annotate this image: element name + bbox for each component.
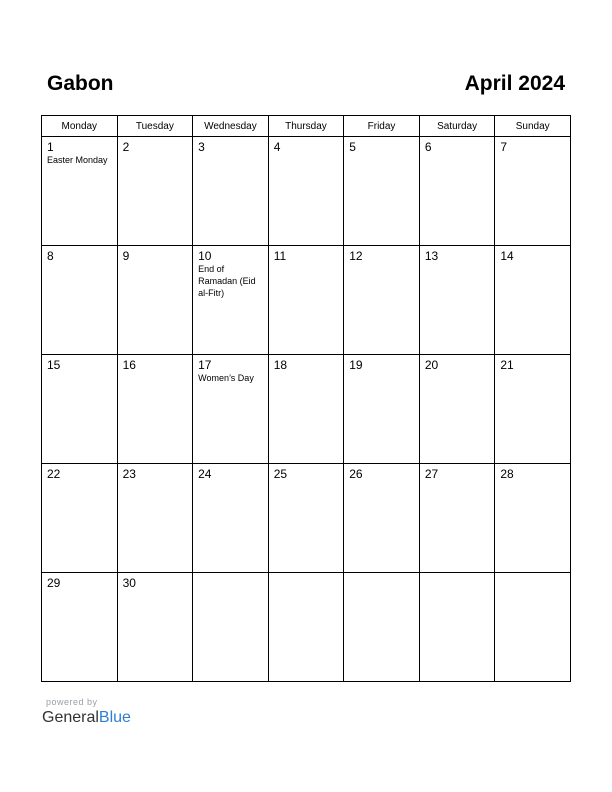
weekday-tuesday: Tuesday — [117, 116, 193, 137]
day-number: 23 — [122, 467, 136, 481]
brand-name-part1: General — [42, 709, 99, 726]
day-number: 2 — [122, 140, 130, 154]
week-row — [42, 573, 571, 682]
day-cell — [42, 246, 118, 355]
calendar-grid — [41, 115, 571, 682]
day-cell — [495, 355, 571, 464]
powered-by-label: powered by — [46, 697, 98, 707]
holiday-label: End of Ramadan (Eid al-Fitr) — [198, 264, 256, 298]
holiday-label: Women’s Day — [198, 373, 254, 383]
day-cell — [193, 573, 269, 682]
day-cell — [268, 355, 344, 464]
week-row — [42, 464, 571, 573]
day-cell — [117, 246, 193, 355]
day-number: 9 — [122, 249, 130, 263]
day-cell — [495, 137, 571, 246]
day-number: 6 — [424, 140, 432, 154]
day-number: 18 — [273, 358, 288, 372]
day-cell — [419, 573, 495, 682]
holiday-label: Easter Monday — [47, 155, 108, 165]
day-cell — [268, 137, 344, 246]
weekday-wednesday: Wednesday — [193, 116, 269, 137]
day-number: 11 — [273, 249, 287, 263]
day-cell — [117, 355, 193, 464]
country-title: Gabon — [47, 72, 114, 95]
day-cell — [193, 246, 269, 355]
day-cell — [117, 573, 193, 682]
day-cell — [495, 246, 571, 355]
day-cell — [344, 573, 420, 682]
day-number: 8 — [47, 249, 54, 263]
day-cell — [117, 137, 193, 246]
day-cell — [42, 137, 118, 246]
day-cell — [42, 573, 118, 682]
day-cell — [344, 137, 420, 246]
weekday-saturday: Saturday — [419, 116, 495, 137]
day-number: 3 — [198, 140, 205, 154]
day-number: 24 — [198, 467, 212, 481]
weekday-friday: Friday — [344, 116, 420, 137]
day-cell — [495, 573, 571, 682]
day-number: 10 — [198, 249, 212, 263]
day-number: 13 — [424, 249, 439, 263]
day-number: 25 — [273, 467, 288, 481]
day-number: 20 — [424, 358, 439, 372]
day-number: 7 — [500, 140, 508, 154]
day-number: 22 — [47, 467, 61, 481]
day-number: 29 — [47, 576, 61, 590]
week-row — [42, 246, 571, 355]
day-number: 28 — [500, 467, 514, 481]
brand-name-part2: Blue — [98, 709, 131, 726]
day-cell — [419, 137, 495, 246]
day-number: 17 — [198, 358, 212, 372]
day-cell — [495, 464, 571, 573]
day-cell — [419, 464, 495, 573]
week-row — [42, 355, 571, 464]
day-cell — [193, 464, 269, 573]
day-number: 4 — [273, 140, 281, 154]
weekday-thursday: Thursday — [268, 116, 344, 137]
day-number: 14 — [500, 249, 514, 263]
day-cell — [268, 573, 344, 682]
day-number: 27 — [424, 467, 439, 481]
day-number: 21 — [500, 358, 514, 372]
brand-logo[interactable] — [42, 708, 131, 728]
weekday-header-row — [42, 116, 571, 137]
day-cell — [344, 464, 420, 573]
day-number: 12 — [349, 249, 363, 263]
day-number: 26 — [349, 467, 363, 481]
month-year-title: April 2024 — [464, 72, 565, 95]
day-cell — [344, 246, 420, 355]
day-cell — [42, 464, 118, 573]
day-cell — [193, 355, 269, 464]
day-number: 16 — [122, 358, 136, 372]
day-cell — [419, 246, 495, 355]
day-number: 19 — [349, 358, 363, 372]
day-number: 30 — [122, 576, 136, 590]
day-cell — [42, 355, 118, 464]
day-cell — [419, 355, 495, 464]
weekday-sunday: Sunday — [495, 116, 571, 137]
day-number: 15 — [47, 358, 61, 372]
day-cell — [344, 355, 420, 464]
day-cell — [193, 137, 269, 246]
weekday-monday: Monday — [42, 116, 118, 137]
calendar-body — [42, 137, 571, 682]
day-cell — [268, 464, 344, 573]
day-cell — [117, 464, 193, 573]
day-number: 5 — [349, 140, 356, 154]
day-cell — [268, 246, 344, 355]
week-row — [42, 137, 571, 246]
day-number: 1 — [47, 140, 54, 154]
